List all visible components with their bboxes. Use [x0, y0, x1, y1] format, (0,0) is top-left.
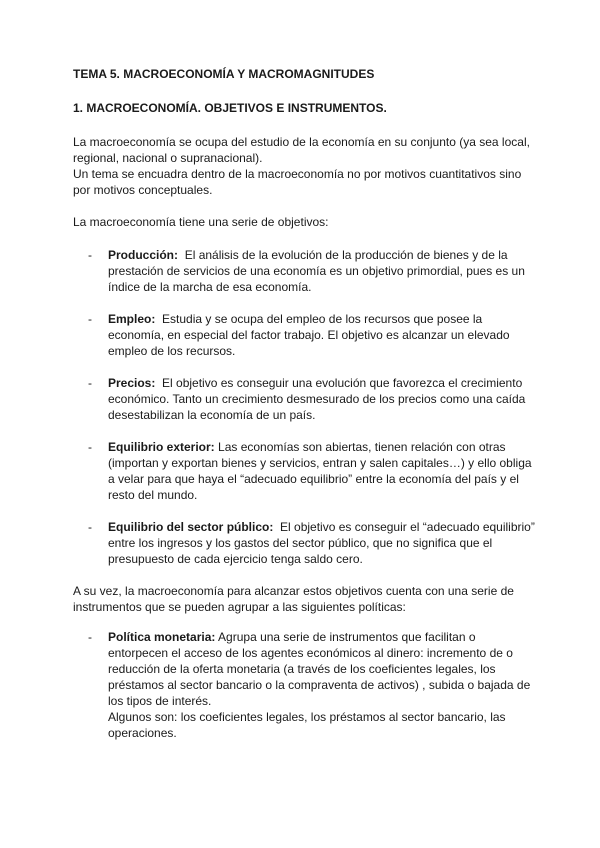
bullet-dash: - — [88, 440, 92, 454]
document-title: TEMA 5. MACROECONOMÍA Y MACROMAGNITUDES — [73, 67, 375, 81]
item-text: El objetivo es conseguir una evolución que favorezca el crecimiento económico. Tanto un crecimiento desmesurado de los precios como una caída desestabilizan la economía de un país. — [108, 376, 526, 422]
intro-paragraph-1: La macroeconomía se ocupa del estudio de la economía en su conjunto (ya sea local, regional, nacional o supranacional). — [73, 135, 530, 165]
item-term: Precios: — [108, 376, 156, 390]
section-heading: 1. MACROECONOMÍA. OBJETIVOS E INSTRUMENTOS. — [73, 101, 387, 115]
policies-list — [73, 629, 535, 741]
list-item — [73, 247, 535, 295]
bullet-dash: - — [88, 248, 92, 262]
bullet-dash: - — [88, 520, 92, 534]
item-text: Estudia y se ocupa del empleo de los recursos que posee la economía, en especial del factor trabajo. El objetivo es alcanzar un elevado empleo de los recursos. — [108, 312, 510, 358]
bullet-dash: - — [88, 630, 92, 644]
document-page — [73, 66, 535, 741]
list-item — [73, 375, 535, 423]
objectives-intro: La macroeconomía tiene una serie de objetivos: — [73, 215, 329, 229]
item-term: Política monetaria: — [108, 630, 216, 644]
list-item — [73, 519, 535, 567]
list-item — [73, 439, 535, 503]
instruments-intro: A su vez, la macroeconomía para alcanzar estos objetivos cuenta con una serie de instrumentos que se pueden agrupar a las siguientes políticas: — [73, 584, 514, 614]
objectives-list — [73, 247, 535, 567]
list-item — [73, 311, 535, 359]
item-text: Agrupa una serie de instrumentos que facilitan o entorpecen el acceso de los agentes económicos al dinero: incremento de o reducción de la oferta monetaria (a través de los coeficientes legales, los préstamos al sector bancario o la compraventa de activos) , subida o bajada de los tipos de interés. — [108, 630, 531, 708]
item-term: Producción: — [108, 248, 179, 262]
item-text: El análisis de la evolución de la producción de bienes y de la prestación de servicios de una economía es un objetivo primordial, pues es un índice de la marcha de esa economía. — [108, 248, 525, 294]
item-term: Equilibrio del sector público: — [108, 520, 274, 534]
item-text: El objetivo es conseguir el “adecuado equilibrio” entre los ingresos y los gastos del sector público, que no significa que el presupuesto de cada ejercicio tenga saldo cero. — [108, 520, 535, 566]
item-term: Equilibrio exterior: — [108, 440, 215, 454]
item-extra-text: Algunos son: los coeficientes legales, los préstamos al sector bancario, las operaciones. — [108, 710, 506, 740]
bullet-dash: - — [88, 376, 92, 390]
item-text: Las economías son abiertas, tienen relación con otras (importan y exportan bienes y servicios, entran y salen capitales…) y ello obliga a velar para que haya el “adecuado equilibrio” entre la economía del país y el resto del mundo. — [108, 440, 532, 502]
bullet-dash: - — [88, 312, 92, 326]
item-term: Empleo: — [108, 312, 156, 326]
intro-paragraph-2: Un tema se encuadra dentro de la macroeconomía no por motivos cuantitativos sino por motivos conceptuales. — [73, 167, 522, 197]
list-item — [73, 629, 535, 741]
